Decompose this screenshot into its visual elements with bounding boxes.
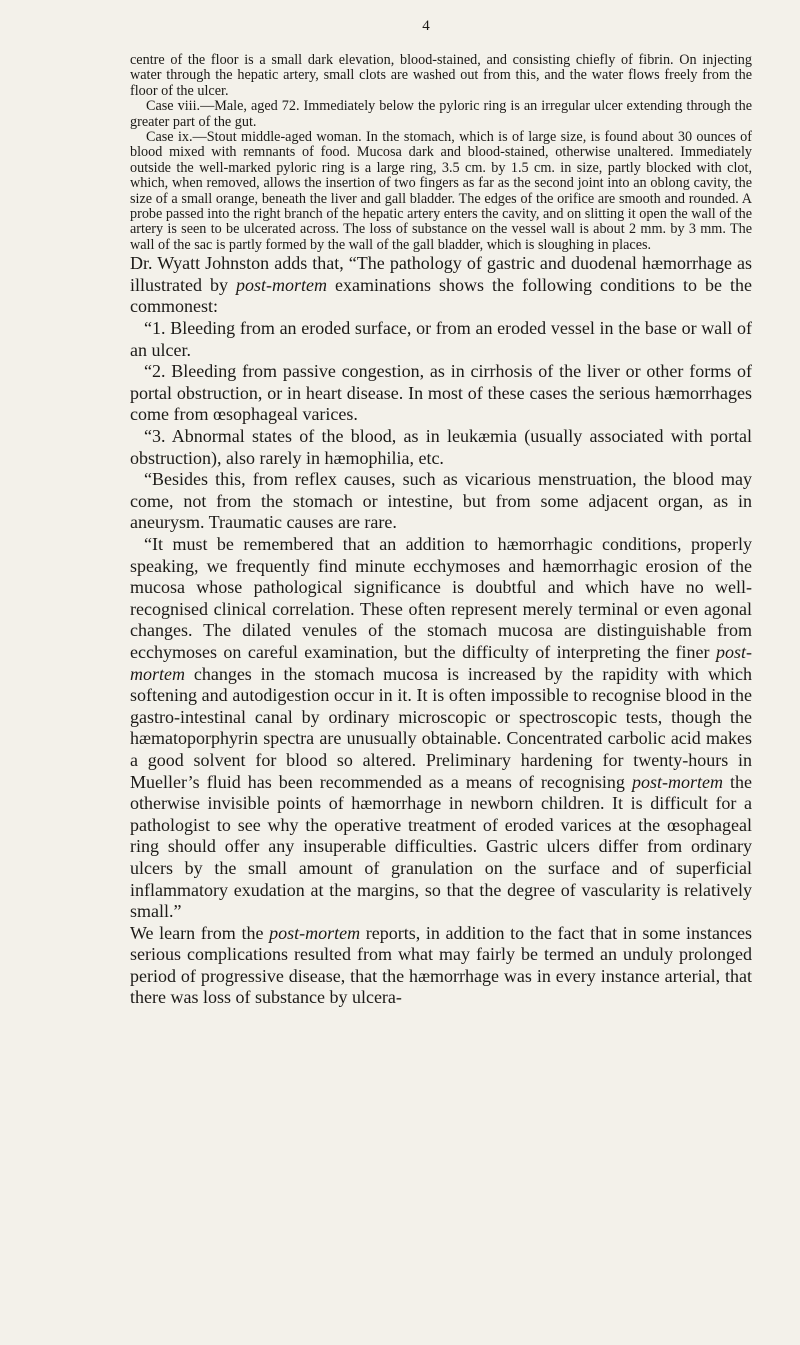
body-paragraph: “3. Abnormal states of the blood, as in leukæmia (usually associated with portal obstruction), also rarely in hæmophilia, etc. [130,426,752,468]
body-paragraph: “It must be remembered that an addition to hæmorrhagic conditions, properly speaking, we frequently find minute ecchymoses and hæmorrhagic erosion of the mucosa whose pathological significance is doubtful and which have no well-recognised clinical correlation. These often represent merely terminal or even agonal changes. The dilated venules of the stomach mucosa are distinguishable from ecchymoses on careful examination, but the difficulty of interpreting the finer post-mortem changes in the stomach mucosa is increased by the rapidity with which softening and autodigestion occur in it. It is often impossible to recognise blood in the gastro-intestinal canal by ordinary microscopic or spectroscopic tests, though the hæmatoporphyrin spectra are unusually obtainable. Concentrated carbolic acid makes a good solvent for blood so altered. Preliminary hardening for twenty-hours in Mueller’s fluid has been recommended as a means of recognising post-mortem the otherwise invisible points of hæmorrhage in newborn children. It is difficult for a pathologist to see why the operative treatment of eroded varices at the œsophageal ring should offer any insuperable difficulties. Gastric ulcers differ from ordinary ulcers by the small amount of granulation on the surface and of superficial inflammatory exudation at the margins, so that the degree of vascularity is relatively small.” [130,534,752,922]
case-notes [130,53,752,253]
body-paragraph: “2. Bleeding from passive congestion, as in cirrhosis of the liver or other forms of portal obstruction, or in heart disease. In most of these cases the serious hæmorrhages come from œsophageal varices. [130,361,752,425]
case-paragraph: Case ix.—Stout middle-aged woman. In the stomach, which is of large size, is found about 30 ounces of blood mixed with remnants of food. Mucosa dark and blood-stained, otherwise unaltered. Immediately outside the well-marked pyloric ring is a large ring, 3.5 cm. by 1.5 cm. in size, partly blocked with clot, which, when removed, allows the insertion of two fingers as far as the second joint into an oblong cavity, the size of a small orange, beneath the liver and gall bladder. The edges of the orifice are smooth and rounded. A probe passed into the right branch of the hepatic artery enters the cavity, and on slitting it open the wall of the artery is seen to be ulcerated across. The loss of substance on the vessel wall is about 2 mm. by 3 mm. The wall of the sac is partly formed by the wall of the gall bladder, which is sloughing in places. [130,129,752,253]
body-paragraph: “Besides this, from reflex causes, such as vicarious menstruation, the blood may come, not from the stomach or intestine, but from some adjacent organ, as in aneurysm. Traumatic causes are rare. [130,469,752,533]
main-text [130,253,752,1009]
body-paragraph: Dr. Wyatt Johnston adds that, “The pathology of gastric and duodenal hæmorrhage as illustrated by post-mortem examinations shows the following conditions to be the commonest: [130,253,752,317]
case-paragraph: Case viii.—Male, aged 72. Immediately below the pyloric ring is an irregular ulcer extending through the greater part of the gut. [130,98,752,130]
page-number: 4 [422,18,430,34]
body-paragraph: We learn from the post-mortem reports, in addition to the fact that in some instances serious complications resulted from what may fairly be termed an unduly prolonged period of progressive disease, that the hæmorrhage was in every instance arterial, that there was loss of substance by ulcera- [130,922,752,1008]
body-paragraph: “1. Bleeding from an eroded surface, or from an eroded vessel in the base or wall of an ulcer. [130,318,752,360]
case-paragraph: centre of the floor is a small dark elevation, blood-stained, and consisting chiefly of fibrin. On injecting water through the hepatic artery, small clots are washed out from this, and the water flows freely from the floor of the ulcer. [130,52,752,99]
